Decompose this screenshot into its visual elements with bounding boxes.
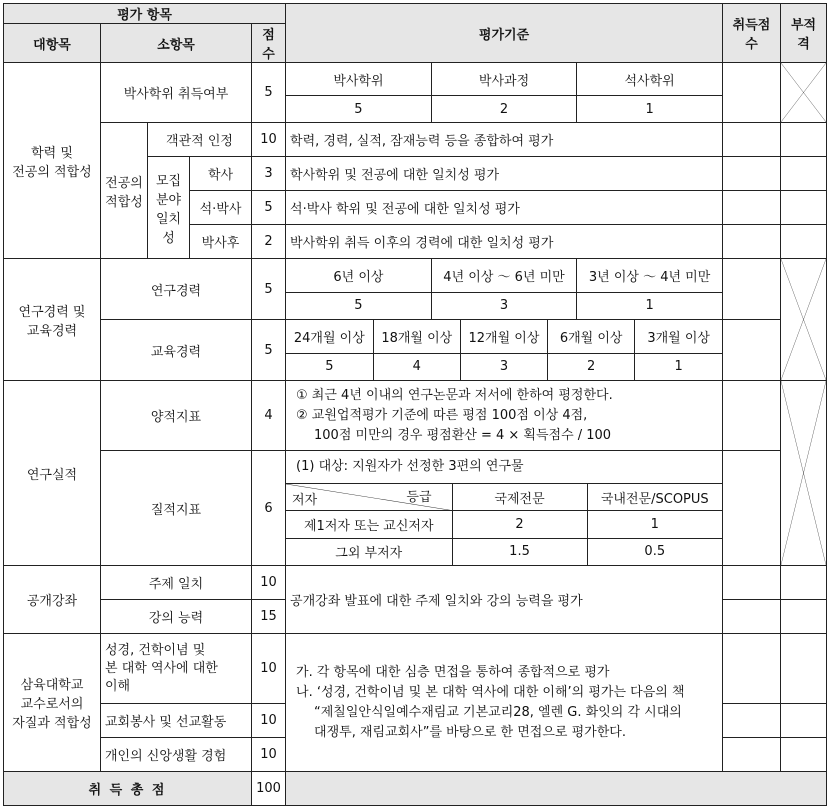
teaching-career-criteria [286,320,723,381]
minor-item-header: 소항목 [101,24,252,63]
earned-score-header: 취득점수 [723,4,781,63]
qual-crit-2b: “제칠일안식일예수재림교 기본교리28, 엘렌 G. 화잇의 각 시대의 [314,704,682,720]
disqualified-cell[interactable] [781,225,827,259]
qual-crit-2c: 대쟁투, 재림교회사”를 바탕으로 한 면접으로 평가한다. [314,724,626,740]
degree-value: 5 [286,96,431,122]
research-col-header: 6년 이상 [286,259,431,292]
category-open-lecture: 공개강좌 [4,566,101,634]
earned-score-cell[interactable] [723,566,781,600]
master-label: 석·박사 [190,191,252,225]
qualification-criteria [286,634,723,772]
teaching-value: 3 [460,353,547,380]
teaching-col-header: 12개월 이상 [460,320,547,353]
research-col-header: 3년 이상 ～ 4년 미만 [577,259,722,292]
teaching-col-header: 6개월 이상 [548,320,635,353]
research-career-label: 연구경력 [101,259,252,320]
earned-score-cell[interactable] [723,225,781,259]
disqualified-cell[interactable] [781,566,827,600]
faith-life-score: 10 [252,738,286,772]
disqualified-header: 부적격 [781,4,827,63]
teaching-col-header: 3개월 이상 [635,320,722,353]
teaching-value: 2 [548,353,635,380]
open-lecture-criteria: 공개강좌 발표에 대한 주제 일치와 강의 능력을 평가 [286,566,723,634]
category-research: 연구실적 [4,381,101,566]
topic-match-label: 주제 일치 [101,566,252,600]
major-fit-label: 전공의 적합성 [101,123,148,259]
disqualified-cell[interactable] [781,634,827,704]
quant-line-3: 100점 미만의 경우 평점환산 = 4 × 획득점수 / 100 [314,427,612,443]
objective-score: 10 [252,123,286,157]
earned-score-cell[interactable] [723,600,781,634]
faith-life-label: 개인의 신앙생활 경험 [101,738,252,772]
earned-score-cell[interactable] [723,451,781,566]
research-value: 5 [286,292,431,319]
qual-value: 1.5 [452,538,587,565]
quant-line-1: ① 최근 4년 이내의 연구논문과 저서에 한하여 평정한다. [296,387,613,403]
topic-match-score: 10 [252,566,286,600]
qual-crit-2a: 나. ‘성경, 건학이념 및 본 대학 역사에 대한 이해’의 평가는 다음의 책 [296,684,685,700]
eval-items-header: 평가 항목 [4,4,286,24]
quantitative-score: 4 [252,381,286,451]
qual-col-header: 국제전문 [452,484,587,511]
earned-score-cell[interactable] [723,259,781,320]
bible-understanding-score: 10 [252,634,286,704]
teaching-value: 1 [635,353,722,380]
research-career-score: 5 [252,259,286,320]
disqualified-cell[interactable] [781,738,827,772]
teaching-career-label: 교육경력 [101,320,252,381]
church-service-score: 10 [252,704,286,738]
church-service-label: 교회봉사 및 선교활동 [101,704,252,738]
master-score: 5 [252,191,286,225]
qual-crit-1: 가. 각 항목에 대한 심층 면접을 통하여 종합적으로 평가 [296,664,610,680]
earned-score-cell[interactable] [723,123,781,157]
research-value: 1 [577,292,722,319]
earned-score-cell[interactable] [723,63,781,123]
qual-row-label: 그외 부저자 [286,538,452,565]
qual-value: 1 [587,511,722,538]
earned-score-cell[interactable] [723,157,781,191]
master-criteria: 석·박사 학위 및 전공에 대한 일치성 평가 [286,191,723,225]
qual-value: 2 [452,511,587,538]
postdoc-label: 박사후 [190,225,252,259]
criteria-header: 평가기준 [286,4,723,63]
bachelor-label: 학사 [190,157,252,191]
qualitative-label: 질적지표 [101,451,252,566]
bachelor-score: 3 [252,157,286,191]
earned-score-cell[interactable] [723,191,781,225]
quant-line-2: ② 교원업적평가 기준에 따른 평점 100점 이상 4점, [296,407,588,423]
doctor-degree-score: 5 [252,63,286,123]
lecture-ability-score: 15 [252,600,286,634]
earned-score-cell[interactable] [723,320,781,381]
major-item-header: 대항목 [4,24,101,63]
disqualified-cell[interactable] [781,704,827,738]
evaluation-form [3,3,827,806]
qual-target-text: (1) 대상: 지원자가 선정한 3편의 연구물 [296,459,524,474]
total-blank [286,772,827,806]
quantitative-label: 양적지표 [101,381,252,451]
bachelor-criteria: 학사학위 및 전공에 대한 일치성 평가 [286,157,723,191]
qual-col-header: 국내전문/SCOPUS [587,484,722,511]
earned-score-cell[interactable] [723,738,781,772]
degree-col-header: 박사학위 [286,63,431,96]
total-score: 100 [252,772,286,806]
teaching-col-header: 24개월 이상 [286,320,373,353]
qualitative-criteria [286,451,723,566]
lecture-ability-label: 강의 능력 [101,600,252,634]
objective-criteria: 학력, 경력, 실적, 잠재능력 등을 종합하여 평가 [286,123,723,157]
disqualified-cell[interactable] [781,600,827,634]
category-qualification: 삼육대학교 교수로서의 자질과 적합성 [4,634,101,772]
disqualified-na-cell [781,259,827,381]
disqualified-cell[interactable] [781,123,827,157]
research-col-header: 4년 이상 ～ 6년 미만 [431,259,576,292]
degree-value: 2 [431,96,576,122]
field-fit-label: 모집 분야 일치성 [148,157,190,259]
earned-score-cell[interactable] [723,381,781,451]
evaluation-table [3,3,827,806]
disqualified-cell[interactable] [781,191,827,225]
category-education: 학력 및 전공의 적합성 [4,63,101,259]
total-label: 취 득 총 점 [4,772,252,806]
disqualified-na-cell [781,63,827,123]
earned-score-cell[interactable] [723,634,781,704]
author-label: 저자 [292,493,318,509]
qual-row-label: 제1저자 또는 교신저자 [286,511,452,538]
qualitative-score: 6 [252,451,286,566]
teaching-value: 5 [286,353,373,380]
objective-label: 객관적 인정 [148,123,252,157]
teaching-career-score: 5 [252,320,286,381]
degree-value: 1 [577,96,722,122]
bible-understanding-label: 성경, 건학이념 및 본 대학 역사에 대한 이해 [101,634,252,704]
earned-score-cell[interactable] [723,704,781,738]
research-value: 3 [431,292,576,319]
research-career-criteria [286,259,723,320]
degree-col-header: 박사과정 [431,63,576,96]
teaching-col-header: 18개월 이상 [373,320,460,353]
disqualified-cell[interactable] [781,157,827,191]
grade-author-header [286,484,452,511]
quantitative-criteria [286,381,723,451]
teaching-value: 4 [373,353,460,380]
disqualified-na-cell [781,381,827,566]
degree-col-header: 석사학위 [577,63,722,96]
qual-value: 0.5 [587,538,722,565]
score-header: 점수 [252,24,286,63]
grade-label: 등급 [406,490,432,505]
postdoc-score: 2 [252,225,286,259]
doctor-degree-criteria [286,63,723,123]
category-experience: 연구경력 및 교육경력 [4,259,101,381]
postdoc-criteria: 박사학위 취득 이후의 경력에 대한 일치성 평가 [286,225,723,259]
doctor-degree-label: 박사학위 취득여부 [101,63,252,123]
